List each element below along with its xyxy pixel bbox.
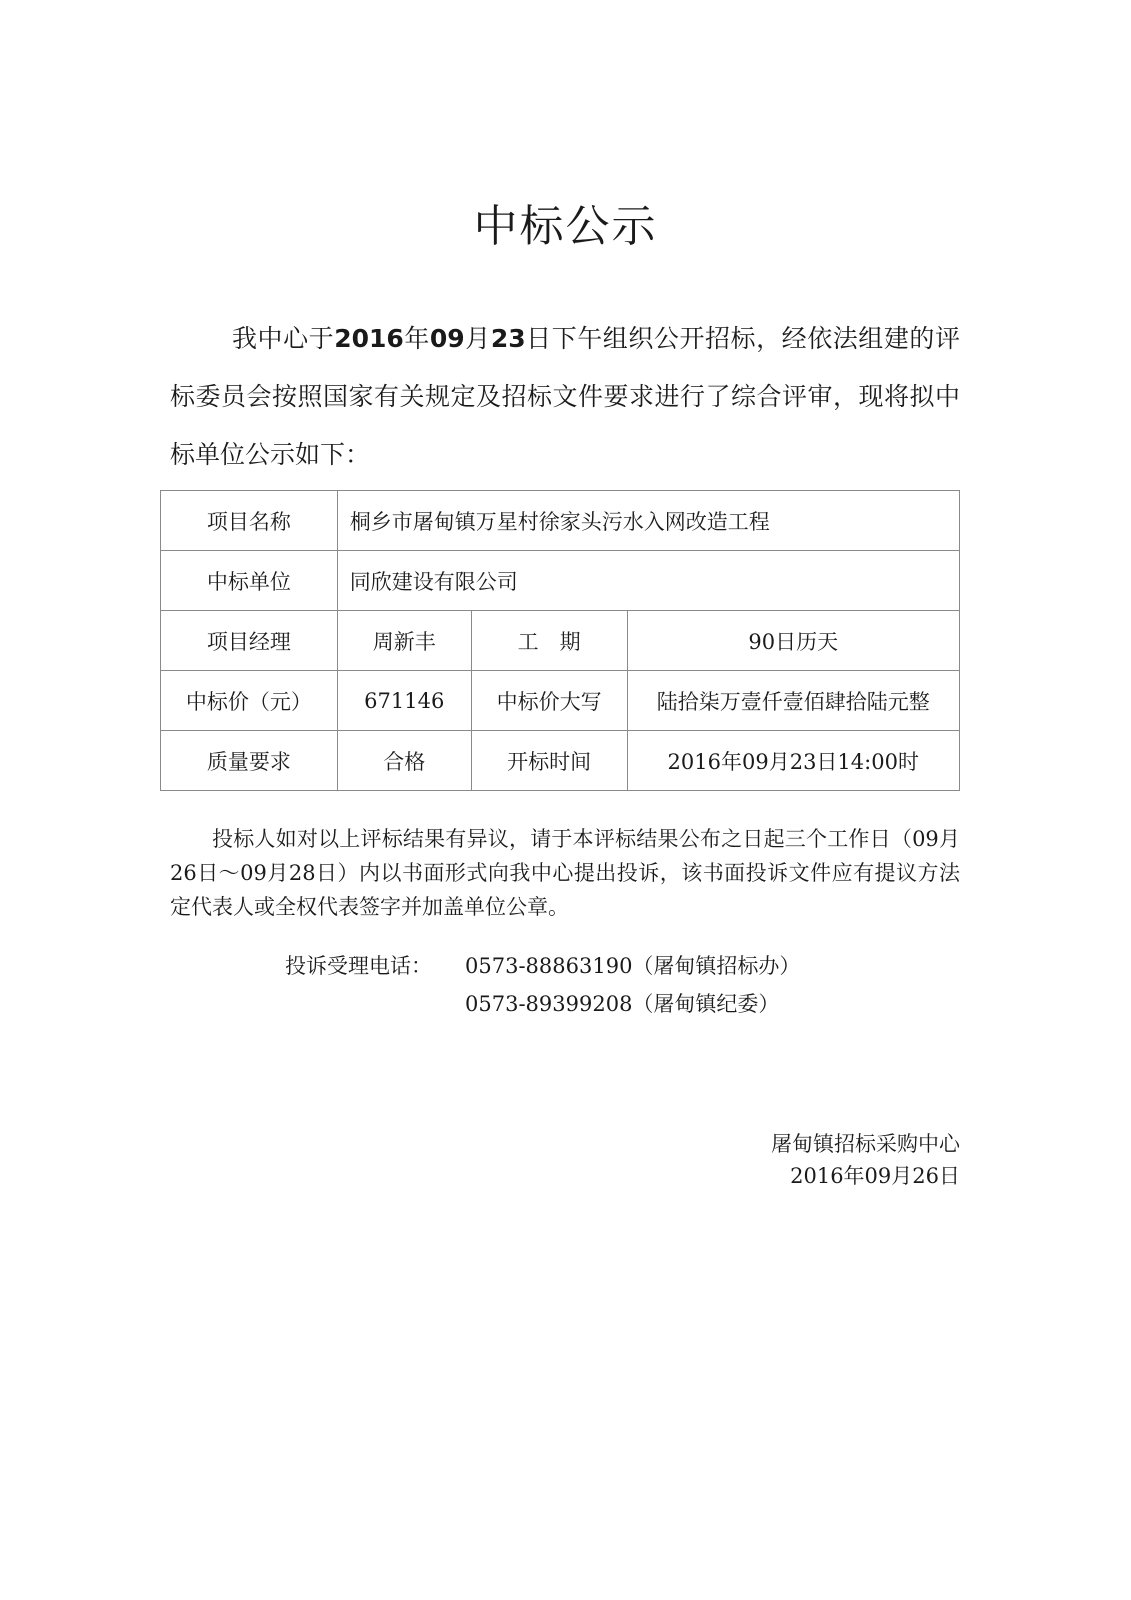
table-row [161,491,960,551]
winner-value: 同欣建设有限公司 [337,551,959,611]
open-time-value: 2016年09月23日14:00时 [627,731,960,791]
price-words-value: 陆拾柒万壹仟壹佰肆拾陆元整 [627,671,960,731]
intro-year: 2016 [334,324,404,353]
price-label: 中标价（元） [161,671,338,731]
intro-text-4: 日下午组织公开招标，经依法组建的评标委员会按照国家有关规定及招标文件要求进行了综合评审，现将拟中标单位公示如下： [170,324,960,469]
intro-text-2: 年 [403,324,430,353]
quality-value: 合格 [337,731,471,791]
intro-day: 23 [490,324,526,353]
signature-org: 屠甸镇招标采购中心 [771,1132,960,1156]
signature-date: 2016年09月26日 [790,1164,960,1188]
project-name-value: 桐乡市屠甸镇万星村徐家头污水入网改造工程 [337,491,959,551]
intro-text-1: 我中心于 [232,324,335,353]
price-value: 671146 [337,671,471,731]
open-time-label: 开标时间 [471,731,627,791]
complaint-phone-label: 投诉受理电话： [285,954,432,978]
table-row [161,731,960,791]
table-row [161,671,960,731]
winner-label: 中标单位 [161,551,338,611]
manager-label: 项目经理 [161,611,338,671]
duration-label: 工 期 [471,611,627,671]
bid-info-table [160,490,960,791]
price-words-label: 中标价大写 [471,671,627,731]
complaint-phone-2: 0573-89399208（屠甸镇纪委） [465,992,780,1016]
manager-value: 周新丰 [337,611,471,671]
intro-paragraph [170,310,960,484]
objection-notice: 投标人如对以上评标结果有异议，请于本评标结果公布之日起三个工作日（09月26日～09月28日）内以书面形式向我中心提出投诉，该书面投诉文件应有提议方法定代表人或全权代表签字并加盖单位公章。 [170,827,960,919]
project-name-label: 项目名称 [161,491,338,551]
complaint-phone-1: 0573-88863190（屠甸镇招标办） [465,954,801,978]
duration-value: 90日历天 [627,611,960,671]
intro-month: 09 [429,324,465,353]
table-row [161,611,960,671]
intro-text-3: 月 [464,324,491,353]
table-row [161,551,960,611]
quality-label: 质量要求 [161,731,338,791]
page-title: 中标公示 [473,201,658,252]
